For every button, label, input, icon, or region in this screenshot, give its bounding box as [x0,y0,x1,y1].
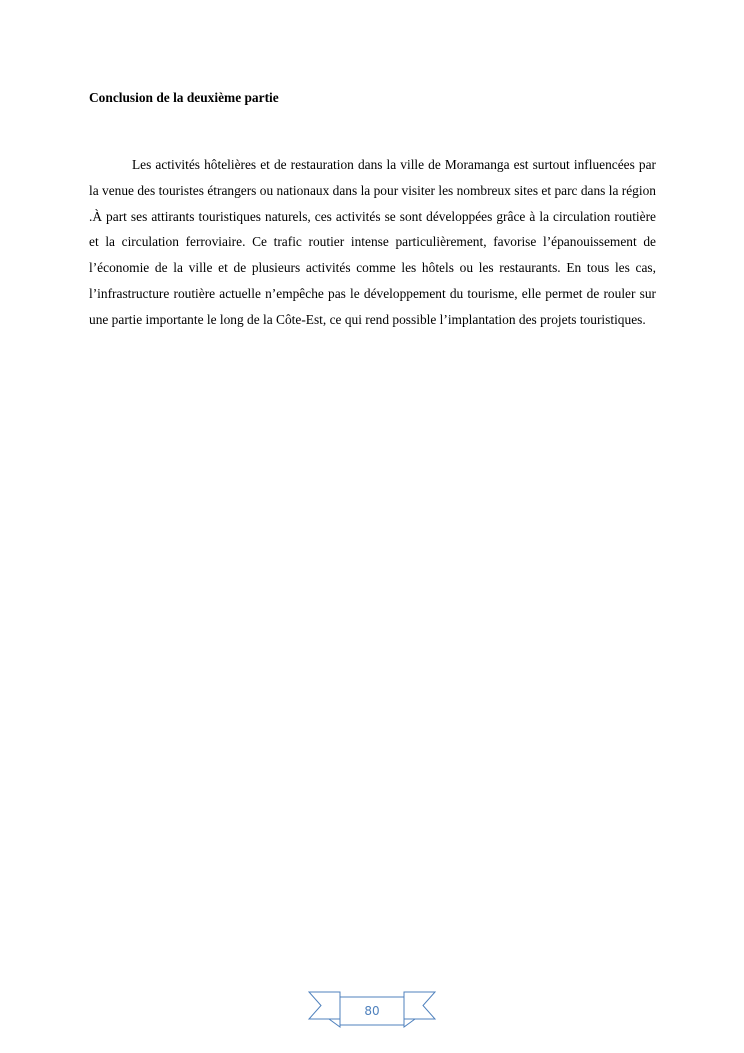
section-heading: Conclusion de la deuxième partie [89,90,279,105]
page-footer-ribbon [307,989,437,1029]
page-number: 80 [364,1004,380,1018]
body-paragraph: Les activités hôtelières et de restauration dans la ville de Moramanga est surtout influencées par la venue des touristes étrangers ou nationaux dans la pour visiter les nombreux sites et parc dans la région .À part ses attirants touristiques naturels, ces activités se sont développées grâce à la circulation routière et la circulation ferroviaire. Ce trafic routier intense particulièrement, favorise l’épanouissement de l’économie de la ville et de plusieurs activités comme les hôtels ou les restaurants. En tous les cas, l’infrastructure routière actuelle n’empêche pas le développement du tourisme, elle permet de rouler sur une partie importante le long de la Côte-Est, ce qui rend possible l’implantation des projets touristiques. [89,157,656,327]
